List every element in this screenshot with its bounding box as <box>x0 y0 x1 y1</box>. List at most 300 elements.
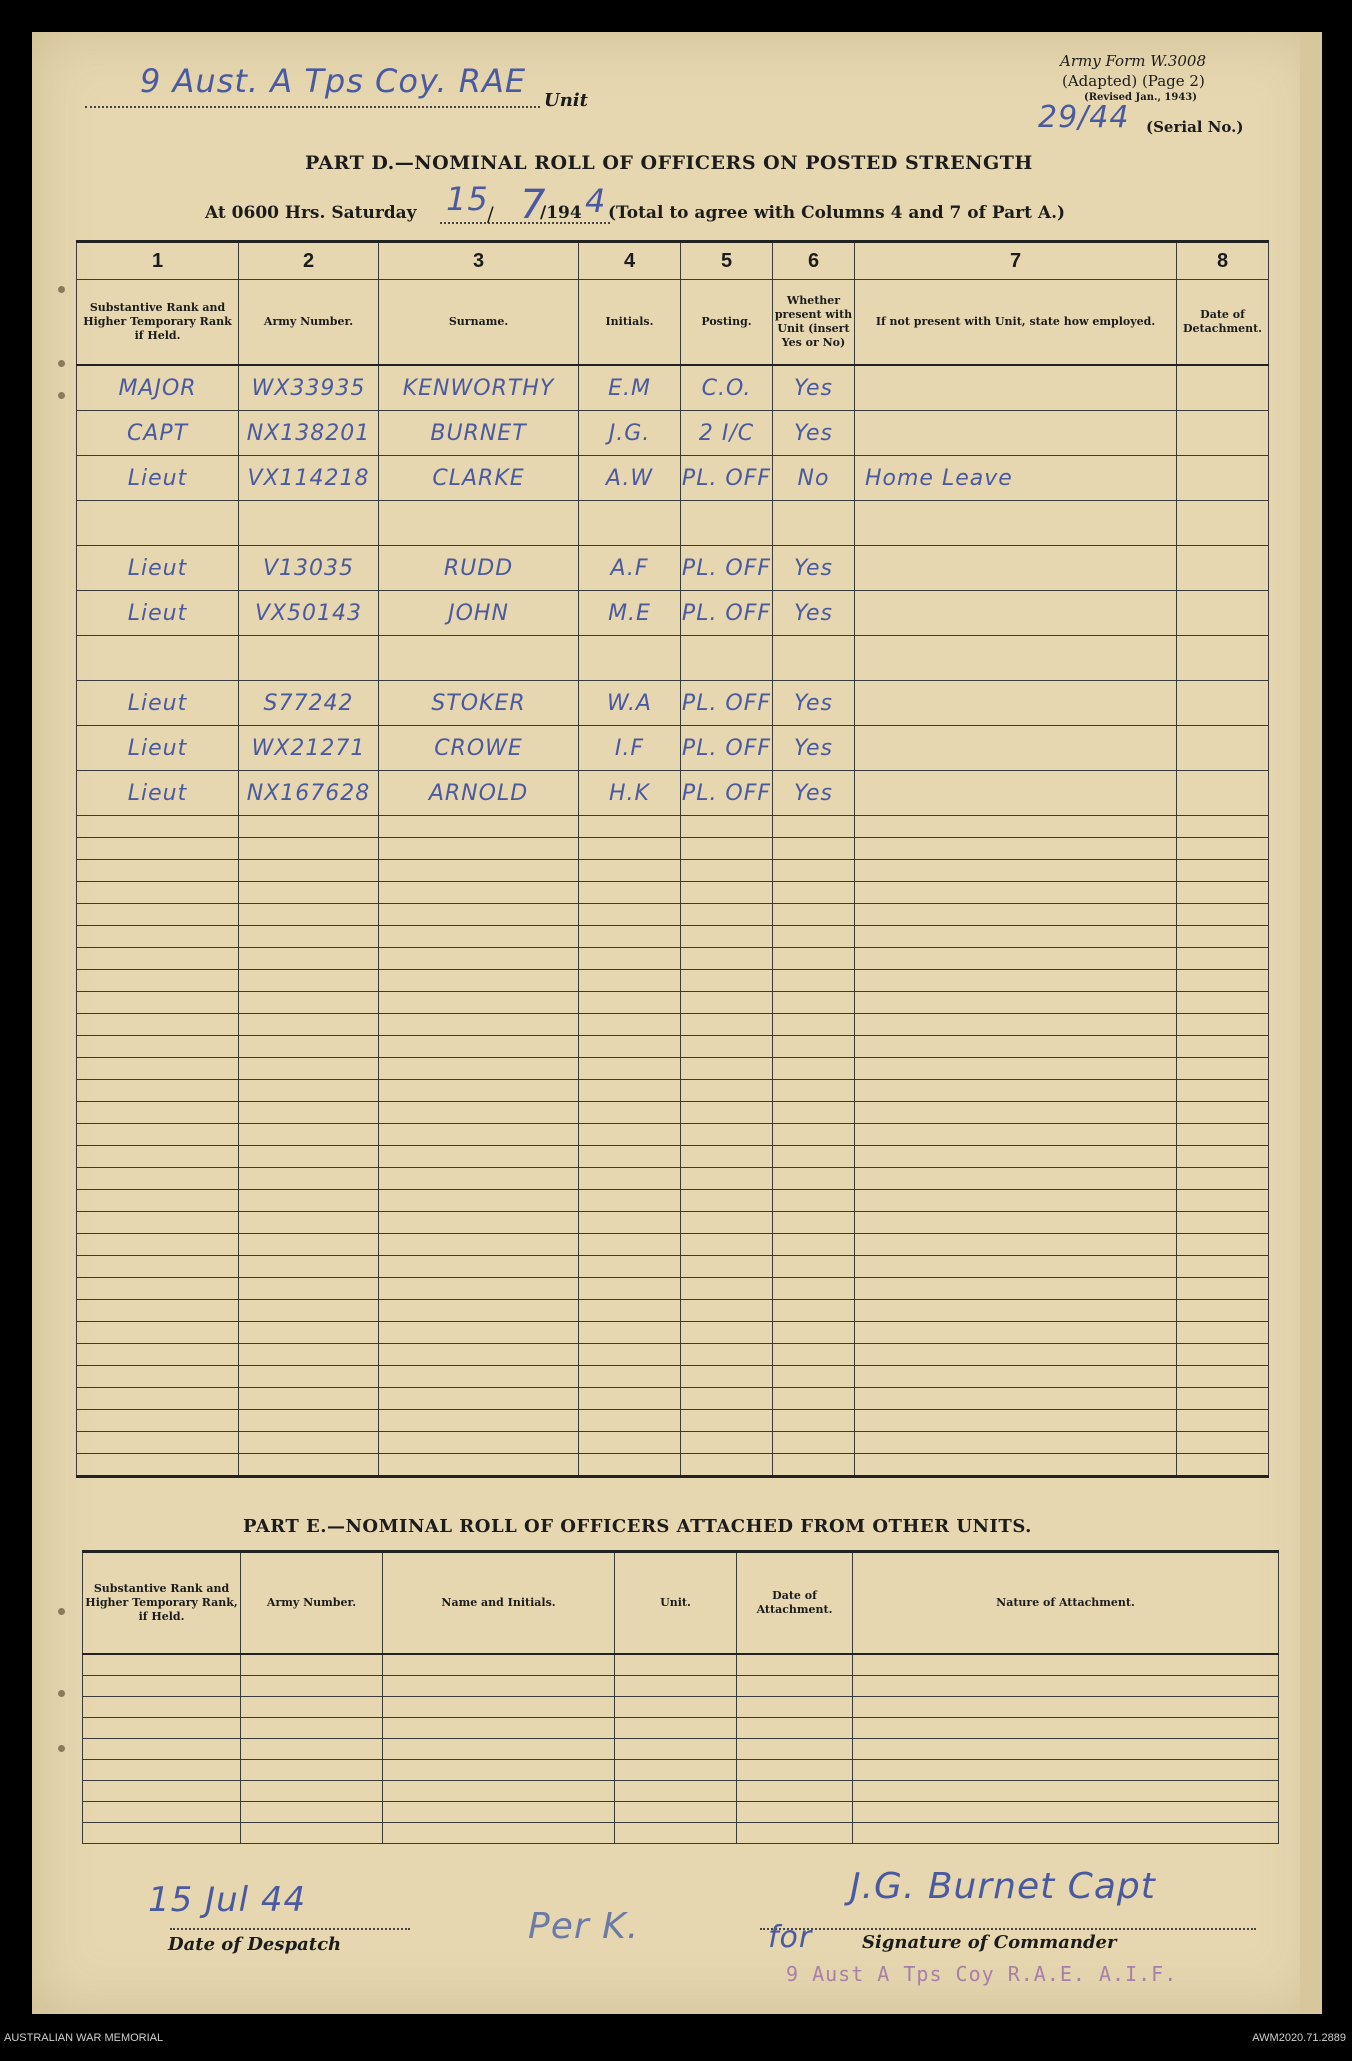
empty-cell <box>77 1212 239 1234</box>
empty-cell <box>77 1278 239 1300</box>
empty-cell <box>681 1432 773 1454</box>
at-hours-prefix: At 0600 Hrs. Saturday <box>205 203 417 223</box>
empty-cell <box>379 1278 579 1300</box>
empty-cell <box>773 948 855 970</box>
cell-present: No <box>773 456 855 501</box>
cell-present <box>773 636 855 681</box>
empty-cell <box>1177 1234 1269 1256</box>
empty-cell <box>241 1697 383 1718</box>
empty-cell <box>239 1014 379 1036</box>
empty-cell <box>77 970 239 992</box>
empty-cell <box>855 1278 1177 1300</box>
empty-cell <box>1177 1146 1269 1168</box>
empty-cell <box>83 1739 241 1760</box>
empty-cell <box>737 1697 853 1718</box>
cell-posting: PL. OFF <box>681 546 773 591</box>
empty-cell <box>239 1388 379 1410</box>
empty-cell <box>77 948 239 970</box>
empty-cell <box>379 838 579 860</box>
empty-cell <box>579 1190 681 1212</box>
empty-cell <box>77 1388 239 1410</box>
empty-cell <box>737 1823 853 1844</box>
serial-label: (Serial No.) <box>1146 118 1244 136</box>
empty-cell <box>379 816 579 838</box>
empty-cell <box>579 882 681 904</box>
cell-present: Yes <box>773 591 855 636</box>
empty-cell <box>681 1124 773 1146</box>
cell-surname: STOKER <box>379 681 579 726</box>
empty-cell <box>77 1300 239 1322</box>
column-number: 1 <box>77 242 239 280</box>
empty-cell <box>853 1802 1279 1823</box>
empty-cell <box>737 1739 853 1760</box>
empty-cell <box>77 1454 239 1477</box>
empty-cell <box>615 1718 737 1739</box>
cell-initials: A.W <box>579 456 681 501</box>
empty-cell <box>1177 1212 1269 1234</box>
empty-cell <box>239 1256 379 1278</box>
empty-cell <box>83 1781 241 1802</box>
empty-cell <box>241 1760 383 1781</box>
table-row <box>77 860 1269 882</box>
empty-cell <box>77 882 239 904</box>
empty-cell <box>1177 1036 1269 1058</box>
cell-number: NX167628 <box>239 771 379 816</box>
empty-cell <box>773 1410 855 1432</box>
empty-cell <box>239 1102 379 1124</box>
empty-cell <box>855 1234 1177 1256</box>
empty-cell <box>855 926 1177 948</box>
empty-cell <box>681 1190 773 1212</box>
empty-cell <box>855 1432 1177 1454</box>
empty-cell <box>383 1654 615 1676</box>
table-row <box>77 411 1269 456</box>
table-row <box>77 1212 1269 1234</box>
empty-cell <box>773 1014 855 1036</box>
empty-cell <box>773 1234 855 1256</box>
empty-cell <box>855 1080 1177 1102</box>
empty-cell <box>1177 501 1269 546</box>
empty-cell <box>853 1654 1279 1676</box>
date-month: 7 <box>520 182 547 228</box>
empty-cell <box>1177 1102 1269 1124</box>
empty-cell <box>379 1146 579 1168</box>
empty-cell <box>379 1124 579 1146</box>
empty-cell <box>579 1454 681 1477</box>
empty-cell <box>83 1823 241 1844</box>
cell-initials: H.K <box>579 771 681 816</box>
empty-cell <box>579 1146 681 1168</box>
empty-cell <box>855 1454 1177 1477</box>
empty-cell <box>855 1410 1177 1432</box>
header-date-detachment: Date of Detachment. <box>1177 280 1269 366</box>
empty-cell <box>383 1802 615 1823</box>
empty-cell <box>77 860 239 882</box>
empty-cell <box>77 1190 239 1212</box>
empty-cell <box>83 1802 241 1823</box>
empty-cell <box>737 1718 853 1739</box>
empty-cell <box>239 1058 379 1080</box>
cell-employed <box>855 726 1177 771</box>
empty-cell <box>239 1300 379 1322</box>
empty-cell <box>579 1278 681 1300</box>
empty-cell <box>579 1036 681 1058</box>
despatch-label: Date of Despatch <box>168 1934 342 1955</box>
empty-cell <box>77 1168 239 1190</box>
empty-cell <box>681 860 773 882</box>
table-row <box>77 1146 1269 1168</box>
cell-employed <box>855 636 1177 681</box>
empty-cell <box>379 1234 579 1256</box>
empty-cell <box>681 926 773 948</box>
empty-cell <box>773 1036 855 1058</box>
cell-rank: Lieut <box>77 681 239 726</box>
empty-cell <box>737 1802 853 1823</box>
empty-cell <box>579 948 681 970</box>
table-row <box>77 681 1269 726</box>
table-row <box>77 726 1269 771</box>
empty-cell <box>681 1080 773 1102</box>
empty-cell <box>773 1146 855 1168</box>
empty-cell <box>239 838 379 860</box>
punch-hole <box>58 1745 65 1752</box>
empty-cell <box>239 1212 379 1234</box>
empty-cell <box>239 1410 379 1432</box>
part-d-title: PART D.—NOMINAL ROLL OF OFFICERS ON POSTED STRENGTH <box>305 152 1033 174</box>
cell-present: Yes <box>773 365 855 411</box>
empty-cell <box>239 882 379 904</box>
empty-cell <box>239 860 379 882</box>
empty-cell <box>681 1344 773 1366</box>
empty-cell <box>855 992 1177 1014</box>
empty-cell <box>77 816 239 838</box>
cell-posting: PL. OFF <box>681 681 773 726</box>
empty-cell <box>77 1036 239 1058</box>
empty-cell <box>579 992 681 1014</box>
empty-cell <box>1177 1432 1269 1454</box>
signature-handwritten: J.G. Burnet Capt <box>850 1866 1156 1907</box>
cell-initials: A.F <box>579 546 681 591</box>
empty-cell <box>1177 1366 1269 1388</box>
cell-employed <box>855 501 1177 546</box>
army-form-number: Army Form W.3008 <box>1060 52 1206 70</box>
empty-cell <box>239 970 379 992</box>
empty-cell <box>77 1366 239 1388</box>
empty-cell <box>681 1388 773 1410</box>
table-row <box>77 1432 1269 1454</box>
archive-reference: AWM2020.71.2889 <box>1252 2032 1346 2044</box>
empty-cell <box>379 1366 579 1388</box>
empty-cell <box>83 1654 241 1676</box>
empty-cell <box>579 1014 681 1036</box>
unit-handwritten: 9 Aust. A Tps Coy. RAE <box>140 62 527 100</box>
empty-cell <box>855 1124 1177 1146</box>
table-row <box>83 1697 1279 1718</box>
table-row <box>77 904 1269 926</box>
part-e-header-row <box>83 1552 1279 1655</box>
cell-present: Yes <box>773 411 855 456</box>
empty-cell <box>1177 591 1269 636</box>
empty-cell <box>579 1410 681 1432</box>
header-rank: Substantive Rank and Higher Temporary Rank if Held. <box>77 280 239 366</box>
empty-cell <box>681 1300 773 1322</box>
empty-cell <box>379 992 579 1014</box>
cell-surname: BURNET <box>379 411 579 456</box>
column-number: 5 <box>681 242 773 280</box>
empty-cell <box>855 1014 1177 1036</box>
table-row <box>77 591 1269 636</box>
empty-cell <box>379 1080 579 1102</box>
empty-cell <box>383 1697 615 1718</box>
empty-cell <box>379 1388 579 1410</box>
empty-cell <box>1177 1124 1269 1146</box>
empty-cell <box>383 1676 615 1697</box>
cell-initials: M.E <box>579 591 681 636</box>
empty-cell <box>241 1676 383 1697</box>
empty-cell <box>681 904 773 926</box>
empty-cell <box>239 926 379 948</box>
cell-employed <box>855 365 1177 411</box>
despatch-date-handwritten: 15 Jul 44 <box>148 1880 307 1920</box>
empty-cell <box>77 1256 239 1278</box>
empty-cell <box>379 1322 579 1344</box>
cell-present: Yes <box>773 771 855 816</box>
table-row <box>77 838 1269 860</box>
cell-posting: PL. OFF <box>681 456 773 501</box>
empty-cell <box>579 1212 681 1234</box>
empty-cell <box>681 1212 773 1234</box>
empty-cell <box>239 1432 379 1454</box>
empty-cell <box>239 1036 379 1058</box>
empty-cell <box>853 1781 1279 1802</box>
empty-cell <box>579 1300 681 1322</box>
empty-cell <box>241 1823 383 1844</box>
header-nature-attachment: Nature of Attachment. <box>853 1552 1279 1655</box>
unit-stamp: 9 Aust A Tps Coy R.A.E. A.I.F. <box>786 1962 1178 1986</box>
unit-label: Unit <box>544 90 588 111</box>
archive-credit: AUSTRALIAN WAR MEMORIAL <box>4 2032 164 2044</box>
table-row <box>77 1234 1269 1256</box>
empty-cell <box>773 882 855 904</box>
empty-cell <box>681 1146 773 1168</box>
empty-cell <box>239 948 379 970</box>
header-employed: If not present with Unit, state how employed. <box>855 280 1177 366</box>
empty-cell <box>773 1190 855 1212</box>
cell-employed <box>855 771 1177 816</box>
empty-cell <box>615 1760 737 1781</box>
empty-cell <box>579 1234 681 1256</box>
column-number: 4 <box>579 242 681 280</box>
empty-cell <box>77 992 239 1014</box>
table-row <box>77 456 1269 501</box>
empty-cell <box>77 1322 239 1344</box>
empty-cell <box>681 948 773 970</box>
cell-surname: CROWE <box>379 726 579 771</box>
form-adapted-page: (Adapted) (Page 2) <box>1062 72 1205 90</box>
empty-cell <box>379 1168 579 1190</box>
empty-cell <box>773 904 855 926</box>
empty-cell <box>853 1697 1279 1718</box>
empty-cell <box>681 1366 773 1388</box>
empty-cell <box>77 904 239 926</box>
empty-cell <box>241 1802 383 1823</box>
cell-posting: PL. OFF <box>681 771 773 816</box>
cell-rank: Lieut <box>77 546 239 591</box>
empty-cell <box>681 1410 773 1432</box>
table-row <box>83 1760 1279 1781</box>
cell-employed: Home Leave <box>855 456 1177 501</box>
table-row <box>77 970 1269 992</box>
empty-cell <box>241 1739 383 1760</box>
empty-cell <box>77 1014 239 1036</box>
empty-cell <box>383 1718 615 1739</box>
empty-cell <box>681 816 773 838</box>
table-row <box>83 1676 1279 1697</box>
empty-cell <box>855 1300 1177 1322</box>
table-row <box>77 1058 1269 1080</box>
empty-cell <box>77 1432 239 1454</box>
table-row <box>77 1124 1269 1146</box>
cell-employed <box>855 546 1177 591</box>
empty-cell <box>681 1278 773 1300</box>
empty-cell <box>615 1676 737 1697</box>
cell-surname: KENWORTHY <box>379 365 579 411</box>
empty-cell <box>855 1168 1177 1190</box>
empty-cell <box>239 1322 379 1344</box>
empty-cell <box>855 1036 1177 1058</box>
cell-surname <box>379 501 579 546</box>
empty-cell <box>1177 1080 1269 1102</box>
cell-rank: Lieut <box>77 456 239 501</box>
empty-cell <box>579 816 681 838</box>
empty-cell <box>855 816 1177 838</box>
empty-cell <box>239 1190 379 1212</box>
header-initials: Initials. <box>579 280 681 366</box>
empty-cell <box>1177 948 1269 970</box>
empty-cell <box>241 1781 383 1802</box>
table-row <box>77 1366 1269 1388</box>
cell-number <box>239 501 379 546</box>
page-edge <box>1300 32 1322 2014</box>
date-year-printed: /194 <box>540 203 582 223</box>
empty-cell <box>681 882 773 904</box>
empty-cell <box>855 1212 1177 1234</box>
empty-cell <box>579 838 681 860</box>
empty-cell <box>383 1823 615 1844</box>
empty-cell <box>773 1366 855 1388</box>
empty-cell <box>239 816 379 838</box>
table-row <box>77 1322 1269 1344</box>
empty-cell <box>1177 1256 1269 1278</box>
empty-cell <box>681 970 773 992</box>
column-number: 2 <box>239 242 379 280</box>
part-d-table <box>76 240 1269 1478</box>
empty-cell <box>737 1781 853 1802</box>
table-row <box>77 636 1269 681</box>
empty-cell <box>579 926 681 948</box>
empty-cell <box>773 1058 855 1080</box>
empty-cell <box>1177 926 1269 948</box>
empty-cell <box>681 1102 773 1124</box>
empty-cell <box>579 970 681 992</box>
header-army-number: Army Number. <box>241 1552 383 1655</box>
cell-posting: PL. OFF <box>681 591 773 636</box>
table-row <box>77 1190 1269 1212</box>
cell-initials <box>579 636 681 681</box>
empty-cell <box>77 1234 239 1256</box>
empty-cell <box>1177 860 1269 882</box>
empty-cell <box>383 1781 615 1802</box>
empty-cell <box>1177 456 1269 501</box>
cell-initials: I.F <box>579 726 681 771</box>
empty-cell <box>773 1102 855 1124</box>
empty-cell <box>241 1718 383 1739</box>
empty-cell <box>379 904 579 926</box>
empty-cell <box>855 904 1177 926</box>
cell-surname: ARNOLD <box>379 771 579 816</box>
cell-surname: RUDD <box>379 546 579 591</box>
table-row <box>83 1823 1279 1844</box>
empty-cell <box>773 1454 855 1477</box>
cell-initials: J.G. <box>579 411 681 456</box>
empty-cell <box>83 1760 241 1781</box>
empty-cell <box>379 1300 579 1322</box>
empty-cell <box>239 1168 379 1190</box>
column-number-row <box>77 242 1269 280</box>
empty-cell <box>1177 1058 1269 1080</box>
column-number: 3 <box>379 242 579 280</box>
table-row <box>77 546 1269 591</box>
empty-cell <box>1177 1454 1269 1477</box>
empty-cell <box>681 1256 773 1278</box>
empty-cell <box>773 1344 855 1366</box>
header-surname: Surname. <box>379 280 579 366</box>
header-unit: Unit. <box>615 1552 737 1655</box>
column-header-row <box>77 280 1269 366</box>
empty-cell <box>77 1344 239 1366</box>
empty-cell <box>773 1256 855 1278</box>
empty-cell <box>83 1697 241 1718</box>
empty-cell <box>853 1823 1279 1844</box>
punch-hole <box>58 286 65 293</box>
empty-cell <box>383 1760 615 1781</box>
empty-cell <box>1177 838 1269 860</box>
cell-rank <box>77 501 239 546</box>
empty-cell <box>77 1124 239 1146</box>
empty-cell <box>579 1256 681 1278</box>
empty-cell <box>853 1676 1279 1697</box>
column-number: 7 <box>855 242 1177 280</box>
header-posting: Posting. <box>681 280 773 366</box>
empty-cell <box>77 1080 239 1102</box>
empty-cell <box>239 1344 379 1366</box>
empty-cell <box>239 1366 379 1388</box>
empty-cell <box>239 1124 379 1146</box>
column-number: 6 <box>773 242 855 280</box>
cell-rank: Lieut <box>77 771 239 816</box>
table-row <box>77 1344 1269 1366</box>
empty-cell <box>239 1080 379 1102</box>
cell-present: Yes <box>773 546 855 591</box>
empty-cell <box>855 838 1177 860</box>
table-row <box>83 1718 1279 1739</box>
table-row <box>77 1410 1269 1432</box>
table-row <box>77 365 1269 411</box>
cell-number: NX138201 <box>239 411 379 456</box>
cell-surname: CLARKE <box>379 456 579 501</box>
at-hours-suffix: (Total to agree with Columns 4 and 7 of Part A.) <box>608 203 1066 223</box>
empty-cell <box>855 1190 1177 1212</box>
